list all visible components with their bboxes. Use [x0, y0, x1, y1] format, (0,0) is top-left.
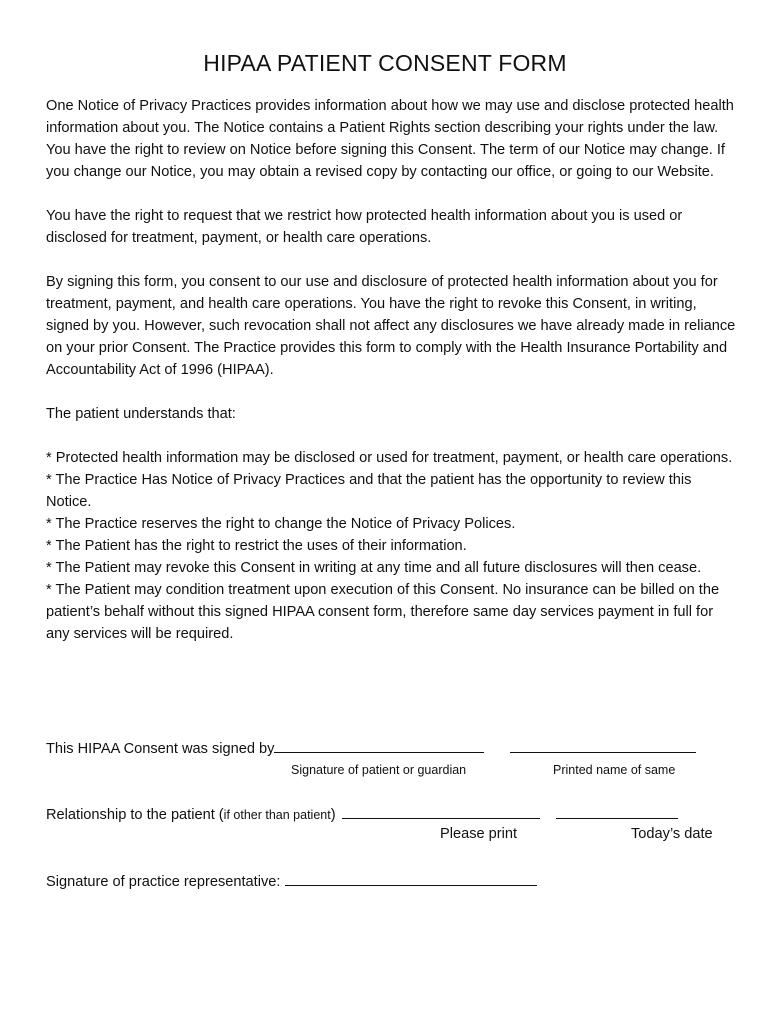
relationship-close: ) — [330, 807, 336, 823]
signed-by-label: This HIPAA Consent was signed by — [46, 741, 275, 757]
list-item: * Protected health information may be disclosed or used for treatment, payment, or health care operations. — [46, 450, 733, 466]
list-item: * The Patient may condition treatment upon execution of this Consent. No insurance can be billed on the patient’s behalf without this signed HIPAA consent form, therefore same day services payment in full for any services will be required. — [46, 582, 720, 642]
signed-by-row — [46, 738, 696, 757]
representative-label: Signature of practice representative: — [46, 874, 281, 890]
representative-row — [46, 871, 537, 890]
signature-caption: Signature of patient or guardian — [291, 763, 467, 777]
relationship-line[interactable] — [342, 804, 540, 819]
relationship-row — [46, 804, 678, 823]
list-item: * The Practice Has Notice of Privacy Practices and that the patient has the opportunity to review this Notice. — [46, 472, 692, 510]
relationship-label: Relationship to the patient ( — [46, 807, 224, 823]
form-body — [46, 95, 736, 667]
please-print-caption: Please print — [440, 826, 518, 842]
form-title: HIPAA PATIENT CONSENT FORM — [203, 50, 567, 76]
list-item: * The Patient may revoke this Consent in writing at any time and all future disclosures will then cease. — [46, 560, 702, 576]
paragraph-understands: The patient understands that: — [46, 406, 236, 422]
list-item: * The Practice reserves the right to change the Notice of Privacy Polices. — [46, 516, 516, 532]
relationship-paren: if other than patient — [223, 808, 331, 822]
understanding-list — [46, 447, 736, 645]
paragraph-consent: By signing this form, you consent to our use and disclosure of protected health information about you for treatment, payment, and health care operations. You have the right to revoke this Consent, in writing, signed by you. However, such revocation shall not affect any disclosures we have already made in reliance on your prior Consent. The Practice provides this form to comply with the Health Insurance Portability and Accountability Act of 1996 (HIPAA). — [46, 274, 736, 378]
representative-signature-line[interactable] — [285, 871, 537, 886]
list-item: * The Patient has the right to restrict the uses of their information. — [46, 538, 467, 554]
printed-name-line[interactable] — [510, 738, 696, 753]
todays-date-line[interactable] — [556, 804, 678, 819]
todays-date-caption: Today’s date — [631, 826, 713, 842]
paragraph-restrict: You have the right to request that we restrict how protected health information about you is used or disclosed for treatment, payment, or health care operations. — [46, 208, 683, 246]
patient-signature-line[interactable] — [274, 738, 484, 753]
paragraph-notice: One Notice of Privacy Practices provides information about how we may use and disclose protected health information about you. The Notice contains a Patient Rights section describing your rights under the law. You have the right to review on Notice before signing this Consent. The term of our Notice may change. If you change our Notice, you may obtain a revised copy by contacting our office, or going to our Website. — [46, 98, 734, 180]
printed-name-caption: Printed name of same — [553, 763, 676, 777]
